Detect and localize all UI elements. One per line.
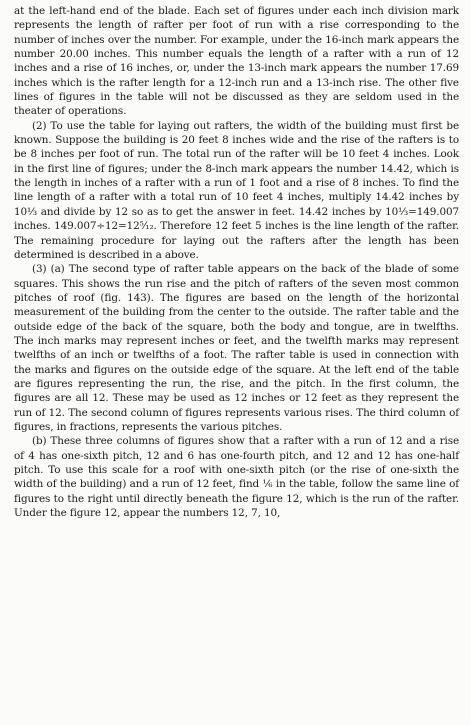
paragraph-2: (2) To use the table for laying out rafters, the width of the building must first be known. Suppose the building is 20 feet 8 inches wide and the rise of the rafters is to be 8 inches per foot of run. The total run of the rafter will be 10 feet 4 inches. Look in the first line of figures; under the 8-inch mark appears the number 14.42, which is the length in inches of a rafter with a run of 1 foot and a rise of 8 inches. To find the line length of a rafter with a total run of 10 feet 4 inches, multiply 14.42 inches by 10⅓ and divide by 12 so as to get the answer in feet. 14.42 inches by 10⅓=149.007 inches. 149.007÷12=12⁵⁄₁₂. Therefore 12 feet 5 inches is the line length of the rafter. The remaining procedure for laying out the rafters after the length has been determined is described in a above.	[14, 119, 459, 261]
paragraph-3a: (3) (a) The second type of rafter table appears on the back of the blade of some squares. This shows the run rise and the pitch of rafters of the seven most common pitches of roof (fig. 143). The figures are based on the length of the horizontal measurement of the building from the center to the outside. The rafter table and the outside edge of the back of the square, both the body and tongue, are in twelfths. The inch marks may represent inches or feet, and the twelfth marks may represent twelfths of an inch or twelfths of a foot. The rafter table is used in connection with the marks and figures on the outside edge of the square. At the left end of the table are figures representing the run, the rise, and the pitch. In the first column, the figures are all 12. These may be used as 12 inches or 12 feet as they represent the run of 12. The second column of figures represents various rises. The third column of figures, in fractions, represents the various pitches.	[14, 263, 459, 433]
paragraph-continuation: at the left-hand end of the blade. Each set of figures under each inch division mark represents the length of rafter per foot of run with a rise corresponding to the number of inches over the number. For example, under the 16-inch mark appears the number 20.00 inches. This number equals the length of a rafter with a run of 12 inches and a rise of 16 inches, or, under the 13-inch mark appears the number 17.69 inches which is the rafter length for a 12-inch run and a 13-inch rise. The other five lines of figures in the table will not be discussed as they are seldom used in the theater of operations.	[14, 5, 459, 118]
paragraph-3b: (b) These three columns of figures show that a rafter with a run of 12 and a rise of 4 has one-sixth pitch, 12 and 6 has one-fourth pitch, and 12 and 12 has one-half pitch. To use this scale for a roof with one-sixth pitch (or the rise of one-sixth the width of the building) and a run of 12 feet, find ⅙ in the table, follow the same line of figures to the right until directly beneath the figure 12, which is the run of the rafter. Under the figure 12, appear the numbers 12, 7, 10,	[14, 435, 459, 520]
